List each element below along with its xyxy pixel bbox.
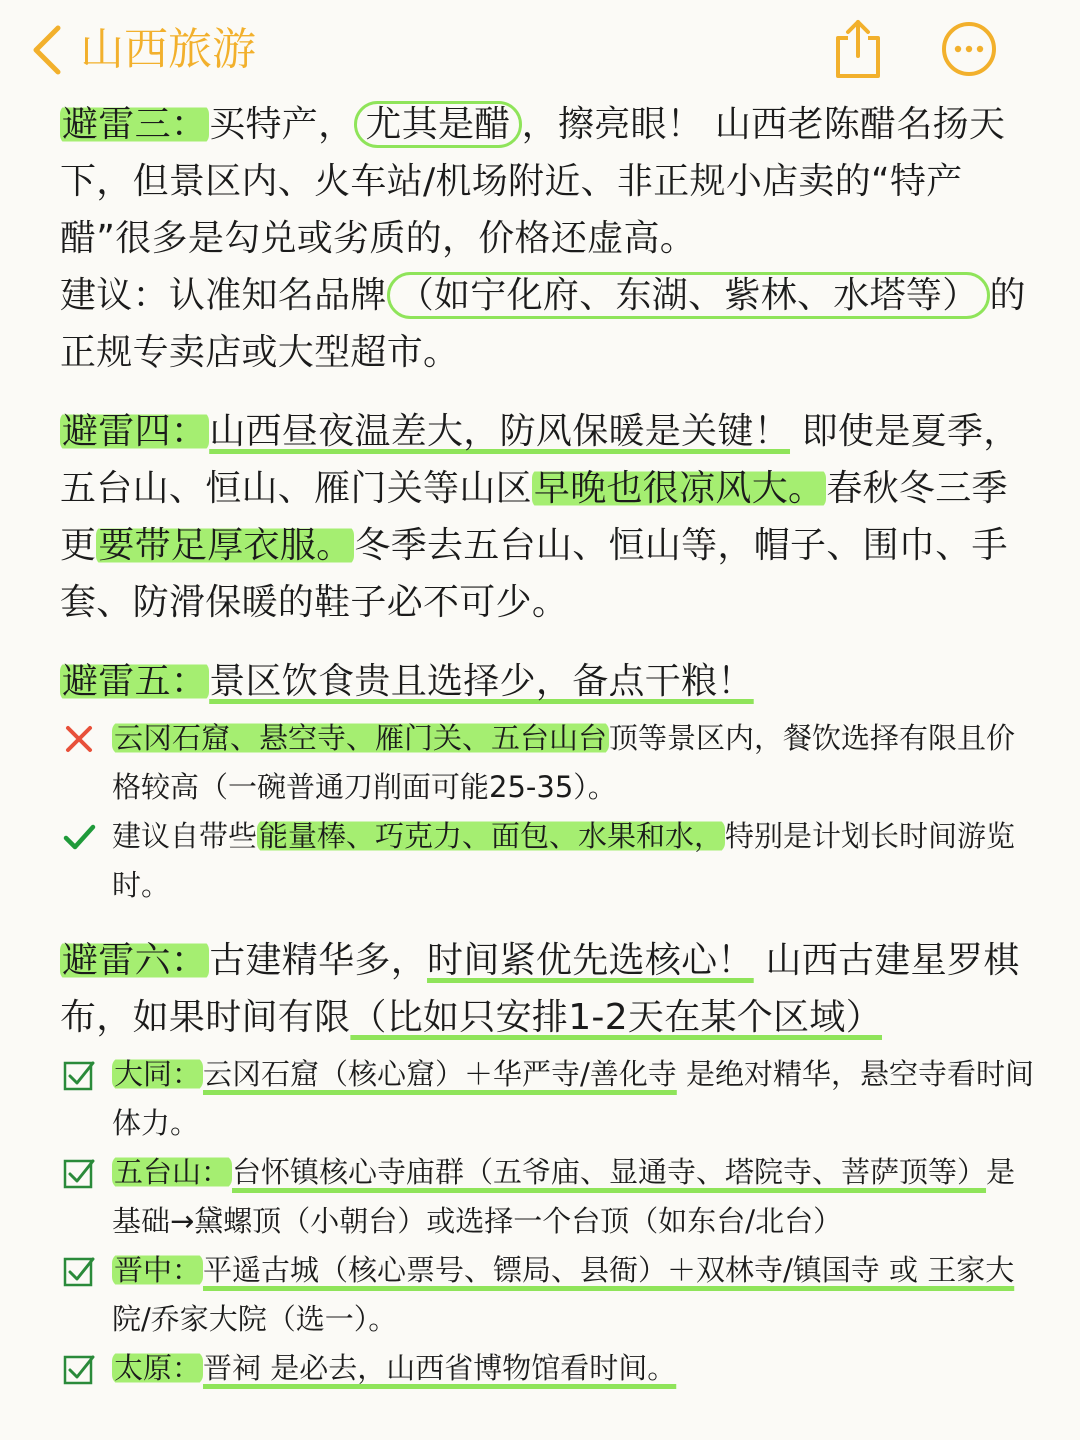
checkbox-icon (62, 1058, 96, 1092)
tip-5-paragraph: 避雷五：景区饮食贵且选择少，备点干粮！ (62, 661, 754, 702)
list-item: 五台山：台怀镇核心寺庙群（五爷庙、显通寺、塔院寺、菩萨顶等）是基础→黛螺顶（小朝台）或选择一个台顶（如东台/北台） (60, 1148, 1040, 1246)
tip-4-paragraph: 避雷四：山西昼夜温差大，防风保暖是关键！ 即使是夏季，五台山、恒山、雁门关等山区早晚也很凉风大。春秋冬三季更要带足厚衣服。冬季去五台山、恒山等，帽子、围巾、手套、防滑保暖的鞋子必不可少。 (60, 411, 1020, 623)
tip-6-paragraph: 避雷六：古建精华多，时间紧优先选核心！ 山西古建星罗棋布，如果时间有限（比如只安排1-2天在某个区域） (60, 940, 1020, 1038)
list-item: 晋中：平遥古城（核心票号、镖局、县衙）＋双林寺/镇国寺 或 王家大院/乔家大院（选一）。 (60, 1246, 1040, 1344)
share-icon[interactable] (830, 16, 886, 80)
checkbox-icon (62, 1156, 96, 1190)
tip-3-label: 避雷三： (62, 104, 208, 145)
top-bar (0, 0, 1080, 100)
note-content (60, 96, 1040, 1415)
list-item: 太原：晋祠 是必去，山西省博物馆看时间。 (60, 1344, 1040, 1393)
section-tip-6 (60, 932, 1040, 1393)
tip-3-highlight: 尤其是醋 (354, 101, 521, 148)
checkbox-icon (62, 1254, 96, 1288)
page-title: 山西旅游 (80, 24, 256, 75)
list-item: 云冈石窟、悬空寺、雁门关、五台山台顶等景区内，餐饮选择有限且价格较高（一碗普通刀削面可能25-35）。 (60, 714, 1040, 812)
list-item: 大同：云冈石窟（核心窟）＋华严寺/善化寺 是绝对精华，悬空寺看时间体力。 (60, 1050, 1040, 1148)
tip-3-brands: （如宁化府、东湖、紫林、水塔等） (387, 272, 990, 319)
tip-4-label: 避雷四： (62, 411, 208, 452)
list-item: 建议自带些能量棒、巧克力、面包、水果和水，特别是计划长时间游览时。 (60, 812, 1040, 910)
chevron-left-icon[interactable] (26, 24, 70, 76)
checkbox-icon (62, 1352, 96, 1386)
section-tip-5 (60, 653, 1040, 910)
section-tip-3 (60, 96, 1040, 381)
tip-5-list (60, 714, 1040, 910)
check-icon (62, 820, 96, 854)
more-icon[interactable] (940, 20, 998, 78)
section-tip-4 (60, 403, 1040, 631)
tip-5-label: 避雷五： (62, 661, 208, 702)
tip-6-label: 避雷六： (62, 940, 208, 981)
cross-icon (62, 722, 96, 756)
tip-3-paragraph: 避雷三：买特产， 尤其是醋 ，擦亮眼！ 山西老陈醋名扬天下，但景区内、火车站/机场附近、非正规小店卖的“特产醋”很多是勾兑或劣质的，价格还虚高。 (60, 96, 1040, 267)
tip-3-advice: 建议：认准知名品牌 （如宁化府、东湖、紫林、水塔等） 的正规专卖店或大型超市。 (60, 267, 1040, 381)
tip-6-list (60, 1050, 1040, 1393)
